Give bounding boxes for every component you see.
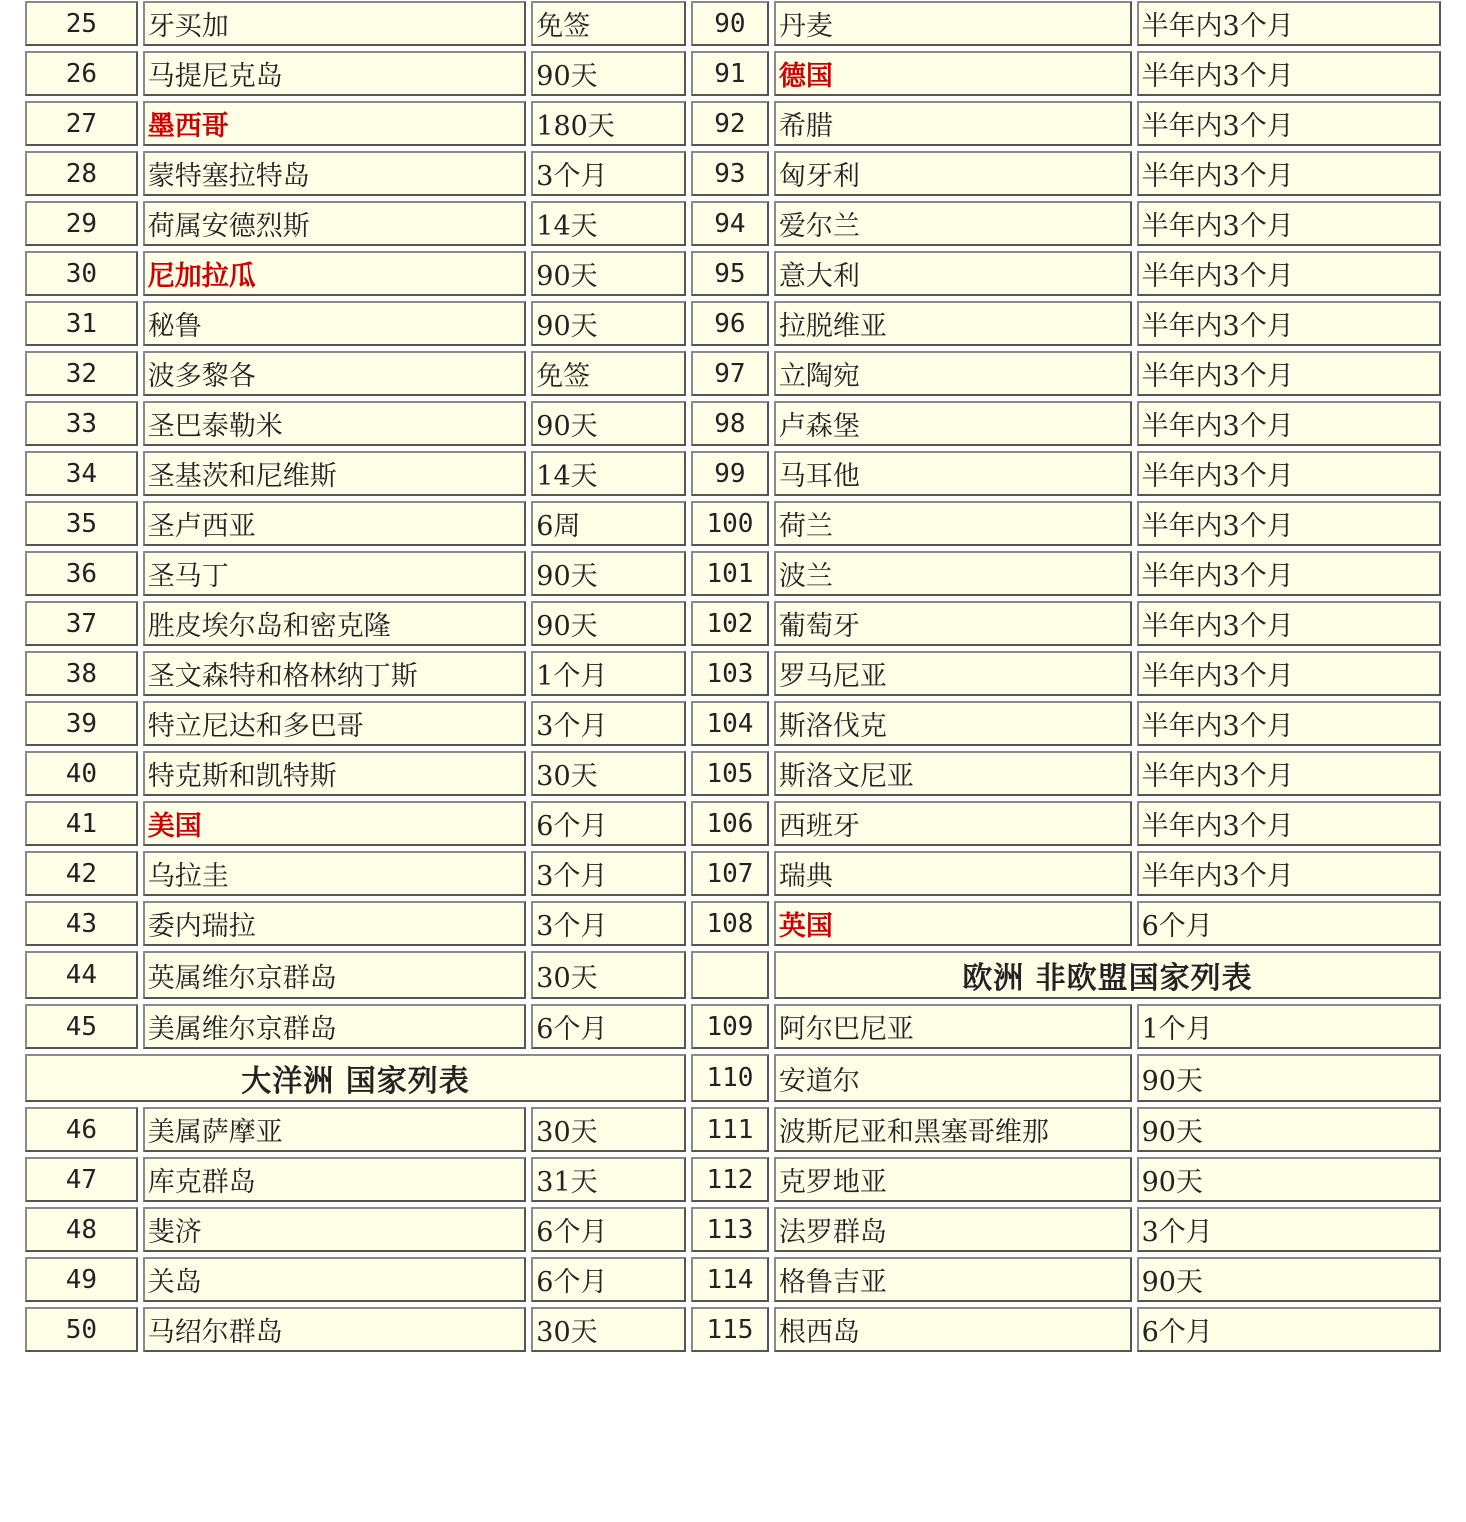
row-number: 110 (691, 1054, 769, 1102)
row-number: 35 (25, 501, 138, 546)
table-row (25, 651, 1441, 696)
visa-free-stay: 6个月 (1137, 901, 1441, 946)
visa-free-stay: 90天 (1137, 1054, 1441, 1102)
visa-free-stay: 半年内3个月 (1137, 1, 1441, 46)
table-row (25, 201, 1441, 246)
visa-free-stay: 90天 (531, 401, 686, 446)
row-number: 115 (691, 1307, 769, 1352)
row-number: 26 (25, 51, 138, 96)
row-number: 48 (25, 1207, 138, 1252)
country-name: 根西岛 (774, 1307, 1132, 1352)
visa-free-stay: 半年内3个月 (1137, 351, 1441, 396)
country-name: 斯洛文尼亚 (774, 751, 1132, 796)
visa-free-stay: 半年内3个月 (1137, 601, 1441, 646)
row-number: 106 (691, 801, 769, 846)
table-row (25, 1307, 1441, 1352)
country-name: 阿尔巴尼亚 (774, 1004, 1132, 1049)
row-number: 34 (25, 451, 138, 496)
row-number: 98 (691, 401, 769, 446)
country-name: 美属萨摩亚 (143, 1107, 527, 1152)
table-row (25, 951, 1441, 999)
row-number: 36 (25, 551, 138, 596)
visa-free-stay: 3个月 (531, 151, 686, 196)
row-number: 28 (25, 151, 138, 196)
row-number: 43 (25, 901, 138, 946)
country-name: 马耳他 (774, 451, 1132, 496)
row-number: 92 (691, 101, 769, 146)
country-name: 乌拉圭 (143, 851, 527, 896)
visa-free-stay: 3个月 (531, 901, 686, 946)
visa-free-stay: 3个月 (1137, 1207, 1441, 1252)
visa-free-country-table (20, 0, 1446, 1357)
visa-free-stay: 半年内3个月 (1137, 101, 1441, 146)
country-name: 卢森堡 (774, 401, 1132, 446)
row-number: 45 (25, 1004, 138, 1049)
visa-free-stay: 半年内3个月 (1137, 701, 1441, 746)
table-row (25, 451, 1441, 496)
visa-free-stay: 6个月 (531, 801, 686, 846)
country-name: 圣文森特和格林纳丁斯 (143, 651, 527, 696)
country-name: 英国 (774, 901, 1132, 946)
row-number: 33 (25, 401, 138, 446)
empty-number-cell (691, 951, 769, 999)
visa-free-stay: 30天 (531, 1107, 686, 1152)
table-row (25, 1157, 1441, 1202)
row-number: 111 (691, 1107, 769, 1152)
country-name: 圣卢西亚 (143, 501, 527, 546)
visa-free-stay: 半年内3个月 (1137, 51, 1441, 96)
country-name: 斐济 (143, 1207, 527, 1252)
country-name: 圣马丁 (143, 551, 527, 596)
row-number: 50 (25, 1307, 138, 1352)
country-name: 圣巴泰勒米 (143, 401, 527, 446)
row-number: 41 (25, 801, 138, 846)
visa-free-stay: 半年内3个月 (1137, 451, 1441, 496)
table-row (25, 251, 1441, 296)
country-name: 斯洛伐克 (774, 701, 1132, 746)
table-row (25, 1107, 1441, 1152)
row-number: 39 (25, 701, 138, 746)
visa-free-stay: 免签 (531, 351, 686, 396)
country-name: 墨西哥 (143, 101, 527, 146)
visa-free-stay: 6个月 (1137, 1307, 1441, 1352)
visa-free-stay: 1个月 (531, 651, 686, 696)
country-name: 波斯尼亚和黑塞哥维那 (774, 1107, 1132, 1152)
row-number: 46 (25, 1107, 138, 1152)
country-name: 胜皮埃尔岛和密克隆 (143, 601, 527, 646)
visa-free-stay: 90天 (531, 551, 686, 596)
visa-free-stay: 6个月 (531, 1257, 686, 1302)
row-number: 91 (691, 51, 769, 96)
country-name: 西班牙 (774, 801, 1132, 846)
country-name: 法罗群岛 (774, 1207, 1132, 1252)
row-number: 104 (691, 701, 769, 746)
row-number: 95 (691, 251, 769, 296)
row-number: 102 (691, 601, 769, 646)
row-number: 105 (691, 751, 769, 796)
country-name: 蒙特塞拉特岛 (143, 151, 527, 196)
row-number: 32 (25, 351, 138, 396)
visa-table-container (20, 0, 1446, 1522)
row-number: 108 (691, 901, 769, 946)
row-number: 109 (691, 1004, 769, 1049)
table-row (25, 801, 1441, 846)
country-name: 特克斯和凯特斯 (143, 751, 527, 796)
visa-free-stay: 6周 (531, 501, 686, 546)
table-row (25, 601, 1441, 646)
country-name: 爱尔兰 (774, 201, 1132, 246)
visa-free-stay: 半年内3个月 (1137, 551, 1441, 596)
country-name: 克罗地亚 (774, 1157, 1132, 1202)
visa-free-stay: 90天 (1137, 1107, 1441, 1152)
row-number: 31 (25, 301, 138, 346)
visa-free-stay: 6个月 (531, 1207, 686, 1252)
visa-free-stay: 31天 (531, 1157, 686, 1202)
visa-free-stay: 免签 (531, 1, 686, 46)
row-number: 37 (25, 601, 138, 646)
visa-free-stay: 半年内3个月 (1137, 301, 1441, 346)
row-number: 38 (25, 651, 138, 696)
country-name: 安道尔 (774, 1054, 1132, 1102)
table-row (25, 301, 1441, 346)
country-name: 希腊 (774, 101, 1132, 146)
visa-free-stay: 14天 (531, 451, 686, 496)
table-row (25, 351, 1441, 396)
row-number: 99 (691, 451, 769, 496)
row-number: 107 (691, 851, 769, 896)
row-number: 97 (691, 351, 769, 396)
visa-free-stay: 90天 (531, 251, 686, 296)
country-name: 美国 (143, 801, 527, 846)
country-name: 关岛 (143, 1257, 527, 1302)
table-row (25, 1054, 1441, 1102)
row-number: 112 (691, 1157, 769, 1202)
table-row (25, 701, 1441, 746)
visa-free-stay: 半年内3个月 (1137, 651, 1441, 696)
row-number: 90 (691, 1, 769, 46)
country-name: 匈牙利 (774, 151, 1132, 196)
visa-free-stay: 半年内3个月 (1137, 251, 1441, 296)
table-row (25, 1257, 1441, 1302)
row-number: 100 (691, 501, 769, 546)
country-name: 罗马尼亚 (774, 651, 1132, 696)
table-row (25, 151, 1441, 196)
row-number: 29 (25, 201, 138, 246)
country-name: 特立尼达和多巴哥 (143, 701, 527, 746)
row-number: 101 (691, 551, 769, 596)
country-name: 波兰 (774, 551, 1132, 596)
visa-free-stay: 6个月 (531, 1004, 686, 1049)
table-row (25, 551, 1441, 596)
visa-free-stay: 30天 (531, 1307, 686, 1352)
country-name: 立陶宛 (774, 351, 1132, 396)
country-name: 意大利 (774, 251, 1132, 296)
visa-free-stay: 半年内3个月 (1137, 151, 1441, 196)
visa-free-stay: 半年内3个月 (1137, 401, 1441, 446)
table-row (25, 101, 1441, 146)
country-name: 秘鲁 (143, 301, 527, 346)
visa-free-stay: 30天 (531, 951, 686, 999)
row-number: 49 (25, 1257, 138, 1302)
visa-free-stay: 90天 (531, 301, 686, 346)
visa-free-stay: 半年内3个月 (1137, 801, 1441, 846)
row-number: 30 (25, 251, 138, 296)
visa-free-stay: 30天 (531, 751, 686, 796)
row-number: 113 (691, 1207, 769, 1252)
visa-free-stay: 半年内3个月 (1137, 501, 1441, 546)
row-number: 114 (691, 1257, 769, 1302)
visa-free-stay: 90天 (1137, 1157, 1441, 1202)
table-row (25, 501, 1441, 546)
visa-free-stay: 1个月 (1137, 1004, 1441, 1049)
row-number: 47 (25, 1157, 138, 1202)
row-number: 96 (691, 301, 769, 346)
country-name: 圣基茨和尼维斯 (143, 451, 527, 496)
section-header-europe-non-eu: 欧洲 非欧盟国家列表 (774, 951, 1441, 999)
table-row (25, 1, 1441, 46)
country-name: 瑞典 (774, 851, 1132, 896)
country-name: 尼加拉瓜 (143, 251, 527, 296)
row-number: 44 (25, 951, 138, 999)
visa-free-stay: 3个月 (531, 701, 686, 746)
visa-free-stay: 90天 (531, 601, 686, 646)
country-name: 英属维尔京群岛 (143, 951, 527, 999)
country-name: 拉脱维亚 (774, 301, 1132, 346)
visa-free-stay: 90天 (1137, 1257, 1441, 1302)
row-number: 40 (25, 751, 138, 796)
table-row (25, 751, 1441, 796)
country-name: 美属维尔京群岛 (143, 1004, 527, 1049)
row-number: 42 (25, 851, 138, 896)
country-name: 马绍尔群岛 (143, 1307, 527, 1352)
table-row (25, 1004, 1441, 1049)
table-row (25, 901, 1441, 946)
visa-free-stay: 半年内3个月 (1137, 851, 1441, 896)
table-row (25, 1207, 1441, 1252)
country-name: 库克群岛 (143, 1157, 527, 1202)
country-name: 德国 (774, 51, 1132, 96)
row-number: 25 (25, 1, 138, 46)
visa-free-stay: 14天 (531, 201, 686, 246)
country-name: 牙买加 (143, 1, 527, 46)
table-row (25, 51, 1441, 96)
row-number: 94 (691, 201, 769, 246)
visa-free-stay: 半年内3个月 (1137, 201, 1441, 246)
table-row (25, 851, 1441, 896)
country-name: 格鲁吉亚 (774, 1257, 1132, 1302)
country-name: 委内瑞拉 (143, 901, 527, 946)
country-name: 波多黎各 (143, 351, 527, 396)
country-name: 荷兰 (774, 501, 1132, 546)
country-name: 葡萄牙 (774, 601, 1132, 646)
country-name: 丹麦 (774, 1, 1132, 46)
visa-free-stay: 半年内3个月 (1137, 751, 1441, 796)
country-name: 荷属安德烈斯 (143, 201, 527, 246)
visa-free-stay: 90天 (531, 51, 686, 96)
row-number: 93 (691, 151, 769, 196)
row-number: 103 (691, 651, 769, 696)
country-name: 马提尼克岛 (143, 51, 527, 96)
visa-free-stay: 180天 (531, 101, 686, 146)
visa-free-stay: 3个月 (531, 851, 686, 896)
row-number: 27 (25, 101, 138, 146)
section-header-oceania: 大洋洲 国家列表 (25, 1054, 686, 1102)
table-row (25, 401, 1441, 446)
